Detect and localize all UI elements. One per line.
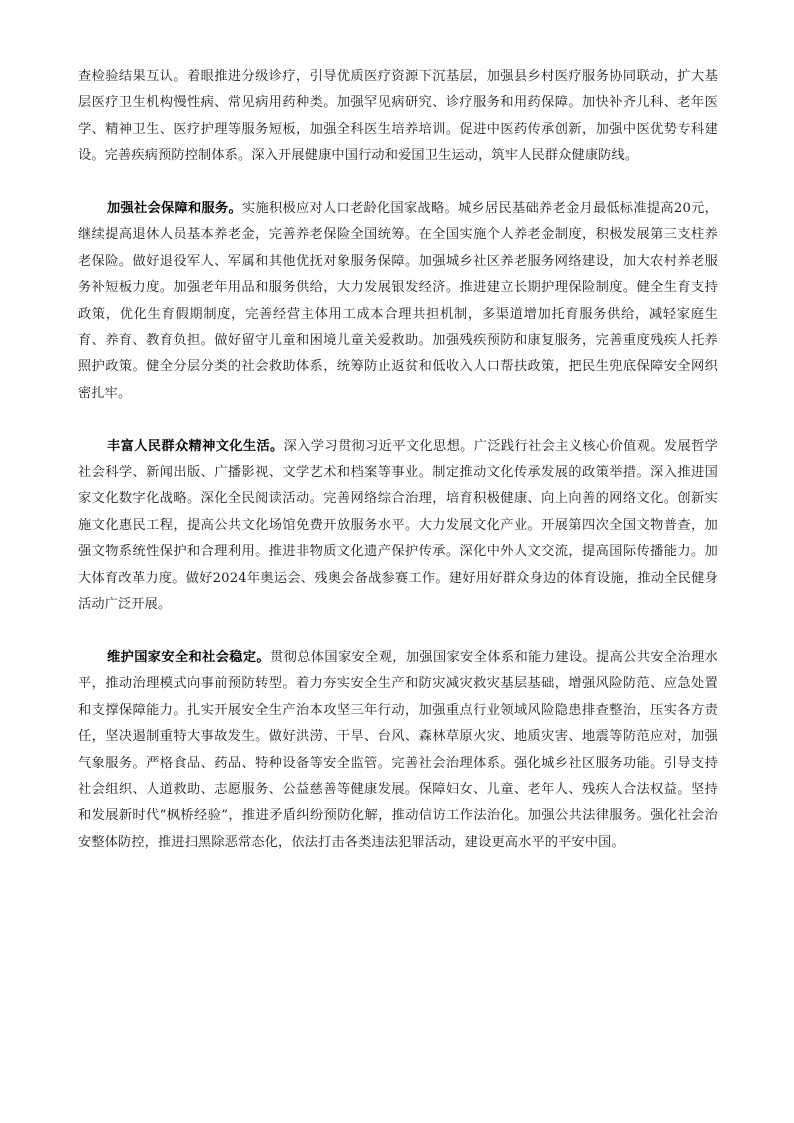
section-body: 贯彻总体国家安全观，加强国家安全体系和能力建设。提高公共安全治理水平，推动治理模式向事前预防转型。着力夯实安全生产和防灾减灾救灾基层基础，增强风险防范、应急处置和支撑保障能力。扎实开展安全生产治本攻坚三年行动，加强重点行业领域风险隐患排查整治，压实各方责任，坚决遏制重特大事故发生。做好洪涝、干旱、台风、森林草原火灾、地质灾害、地震等防范应对，加强气象服务。严格食品、药品、特种设备等安全监管。完善社会治理体系。强化城乡社区服务功能。引导支持社会组织、人道救助、志愿服务、公益慈善等健康发展。保障妇女、儿童、老年人、残疾人合法权益。坚持和发展新时代“枫桥经验”，推进矛盾纠纷预防化解，推动信访工作法治化。加强公共法律服务。强化社会治安整体防控，推进扫黑除恶常态化，依法打击各类违法犯罪活动，建设更高水平的平安中国。: [78, 649, 718, 850]
section-body: 深入学习贯彻习近平文化思想。广泛践行社会主义核心价值观。发展哲学社会科学、新闻出版、广播影视、文学艺术和档案等事业。制定推动文化传承发展的政策举措。深入推进国家文化数字化战略。深化全民阅读活动。完善网络综合治理，培育积极健康、向上向善的网络文化。创新实施文化惠民工程，提高公共文化场馆免费开放服务水平。大力发展文化产业。开展第四次全国文物普查，加强文物系统性保护和合理利用。推进非物质文化遗产保护传承。深化中外人文交流，提高国际传播能力。加大体育改革力度。做好2024年奥运会、残奥会备战参赛工作。建好用好群众身边的体育设施，推动全民健身活动广泛开展。: [78, 438, 719, 613]
intro-paragraph: 查检验结果互认。着眼推进分级诊疗，引导优质医疗资源下沉基层，加强县乡村医疗服务协同联动，扩大基层医疗卫生机构慢性病、常见病用药种类。加强罕见病研究、诊疗服务和用药保障。加快补齐儿科、老年医学、精神卫生、医疗护理等服务短板，加强全科医生培养培训。促进中医药传承创新，加强中医优势专科建设。完善疾病预防控制体系。深入开展健康中国行动和爱国卫生运动，筑牢人民群众健康防线。: [78, 69, 718, 164]
document-page: [78, 64, 718, 856]
section-heading: 丰富人民群众精神文化生活。: [107, 438, 284, 454]
section-body: 实施积极应对人口老龄化国家战略。城乡居民基础养老金月最低标准提高20元，继续提高退休人员基本养老金，完善养老保险全国统筹。在全国实施个人养老金制度，积极发展第三支柱养老保险。做好退役军人、军属和其他优抚对象服务保障。加强城乡社区养老服务网络建设，加大农村养老服务补短板力度。加强老年用品和服务供给，大力发展银发经济。推进建立长期护理保险制度。健全生育支持政策，优化生育假期制度，完善经营主体用工成本合理共担机制，多渠道增加托育服务供给，减轻家庭生育、养育、教育负担。做好留守儿童和困境儿童关爱救助。加强残疾预防和康复服务，完善重度残疾人托养照护政策。健全分层分类的社会救助体系，统筹防止返贫和低收入人口帮扶政策，把民生兜底保障安全网织密扎牢。: [78, 201, 719, 401]
section-national-security: [78, 645, 718, 856]
section-culture: [78, 434, 718, 619]
section-heading: 加强社会保障和服务。: [107, 201, 243, 217]
section-social-security: [78, 196, 718, 407]
section-heading: 维护国家安全和社会稳定。: [107, 649, 271, 665]
